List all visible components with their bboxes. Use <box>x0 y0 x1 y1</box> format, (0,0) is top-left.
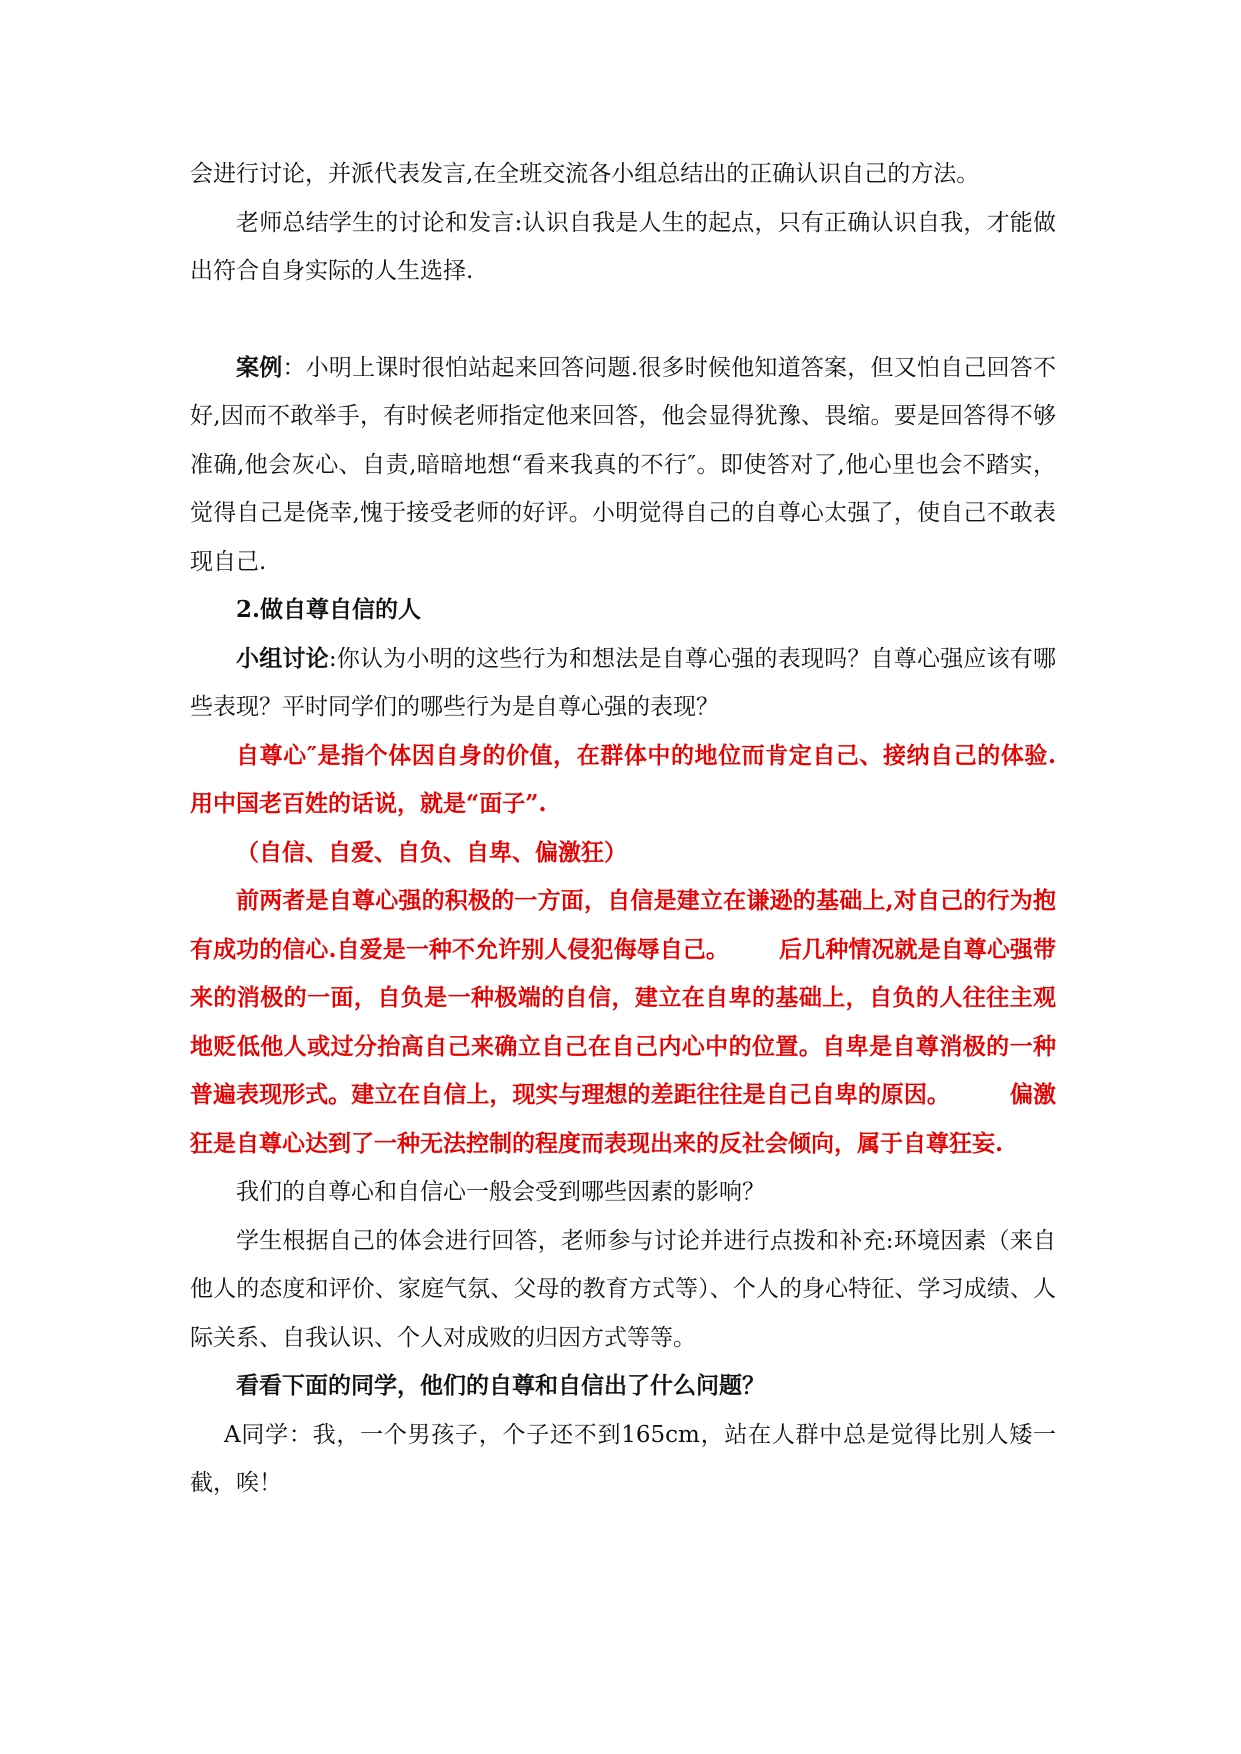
types-explanation-negative: 后几种情况就是自尊心强带来的消极的一面，自负是一种极端的自信，建立在自卑的基础上，自负的人往往主观地贬低他人或过分抬高自己来确立自己在自己内心中的位置。自卑是自尊消极的一种普遍表现形式。建立在自信上，现实与理想的差距往往是自己自卑的原因。 <box>190 935 1056 1108</box>
blank-line <box>190 296 1056 344</box>
paragraph-group-discussion-cont: 会进行讨论，并派代表发言,在全班交流各小组总结出的正确认识自己的方法。 <box>190 161 980 187</box>
discussion-text: :你认为小明的这些行为和想法是自尊心强的表现吗？自尊心强应该有哪些表现？平时同学们的哪些行为是自尊心强的表现？ <box>190 645 1057 720</box>
paragraph-self-esteem-definition: 自尊心″是指个体因自身的价值，在群体中的地位而肯定自己、接纳自己的体验.用中国老百姓的话说，就是“面子”. <box>190 741 1056 817</box>
paragraph-student-a: A同学：我，一个男孩子，个子还不到165cm，站在人群中总是觉得比别人矮一截，唉！ <box>190 1421 1056 1496</box>
document-body <box>190 150 1056 1508</box>
paragraph-teacher-summary: 老师总结学生的讨论和发言:认识自我是人生的起点，只有正确认识自我，才能做出符合自身实际的人生选择. <box>190 209 1056 284</box>
section-heading: 2.做自尊自信的人 <box>236 596 422 623</box>
case-label: 案例 <box>236 353 283 381</box>
paragraph-look-below: 看看下面的同学，他们的自尊和自信出了什么问题？ <box>236 1372 765 1399</box>
paragraph-case <box>190 344 1056 587</box>
paragraph-group-discussion <box>190 635 1056 732</box>
paragraph-influence-question: 我们的自尊心和自信心一般会受到哪些因素的影响？ <box>236 1179 765 1205</box>
paragraph-list-types: （自信、自爱、自负、自卑、偏激狂） <box>236 838 627 866</box>
discussion-label: 小组讨论 <box>236 644 329 672</box>
case-text: ：小明上课时很怕站起来回答问题.很多时候他知道答案，但又怕自己回答不好,因而不敢举手，有时候老师指定他来回答，他会显得犹豫、畏缩。要是回答得不够准确,他会灰心、自责,暗暗地想“看来我真的不行″。即使答对了,他心里也会不踏实，觉得自己是侥幸,愧于接受老师的好评。小明觉得自己的自尊心太强了，使自己不敢表现自己. <box>190 354 1057 575</box>
types-explanation-positive: 前两者是自尊心强的积极的一方面，自信是建立在谦逊的基础上,对自己的行为抱有成功的信心.自爱是一种不允许别人侵犯侮辱自己。 <box>190 887 1056 963</box>
paragraph-types-explanation <box>190 877 1056 1168</box>
types-explanation-paranoia: 偏激狂是自尊心达到了一种无法控制的程度而表现出来的反社会倾向，属于自尊狂妄. <box>190 1081 1057 1157</box>
paragraph-influence-answer: 学生根据自己的体会进行回答，老师参与讨论并进行点拨和补充:环境因素（来自他人的态度和评价、家庭气氛、父母的教育方式等）、个人的身心特征、学习成绩、人际关系、自我认识、个人对成败的归因方式等等。 <box>190 1227 1056 1351</box>
